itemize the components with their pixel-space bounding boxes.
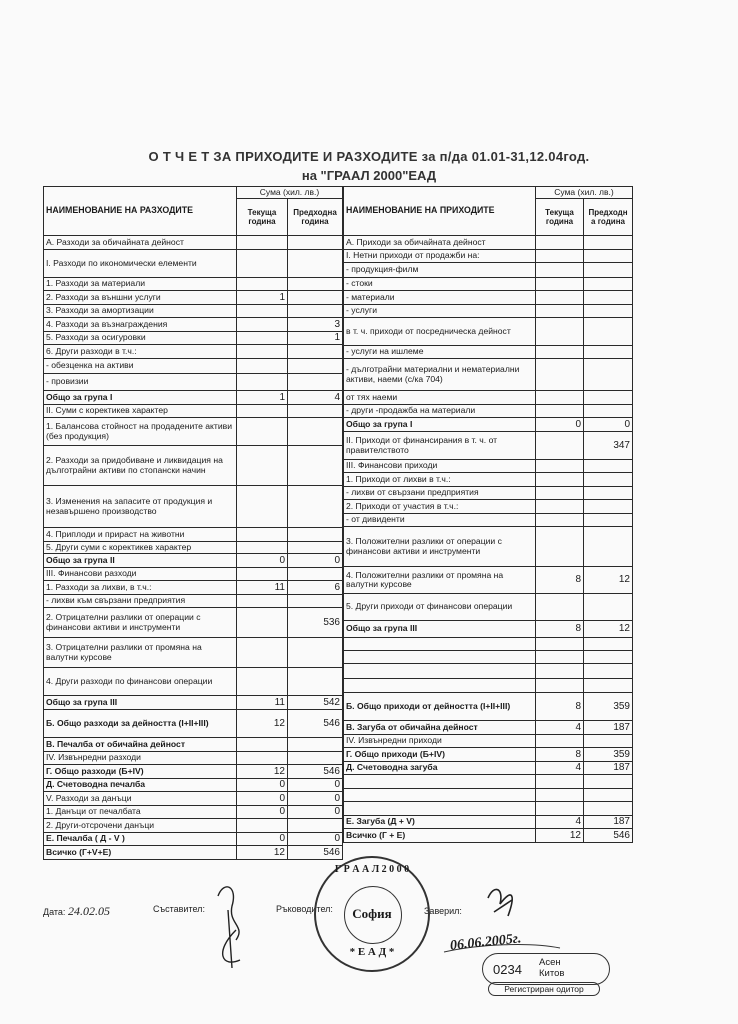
expense-label: Д. Счетоводна печалба bbox=[44, 779, 237, 792]
stamp-suffix: * Е А Д * bbox=[349, 946, 395, 958]
expense-current: 0 bbox=[237, 806, 288, 819]
expense-previous: 0 bbox=[288, 806, 343, 819]
auditor-last-name: Китов bbox=[539, 968, 565, 979]
income-label: 3. Положителни разлики от операции с финансови активи и инструменти bbox=[344, 527, 536, 567]
expense-label: 3. Изменения на запасите от продукция и незавършено производство bbox=[44, 486, 237, 528]
income-previous: 0 bbox=[584, 418, 633, 432]
expense-current: 11 bbox=[237, 696, 288, 710]
certified-label: Заверил: bbox=[424, 906, 462, 916]
expense-label: В. Печалба от обичайна дейност bbox=[44, 738, 237, 752]
auditor-stamp bbox=[482, 953, 610, 985]
income-label: - дълготрайни материални и нематериални активи, наеми (с/ка 704) bbox=[344, 359, 536, 391]
expense-label: 4. Приплоди и прираст на животни bbox=[44, 528, 237, 542]
expense-label: Е. Печалба ( Д - V ) bbox=[44, 833, 237, 846]
income-previous: 12 bbox=[584, 567, 633, 594]
expense-current: 0 bbox=[237, 554, 288, 568]
report-title: О Т Ч Е Т ЗА ПРИХОДИТЕ И РАЗХОДИТЕ за п/да 01.01-31,12.04год. bbox=[148, 149, 590, 164]
income-previous: 187 bbox=[584, 762, 633, 775]
expense-previous: 3 bbox=[288, 318, 343, 332]
income-label: Д. Счетоводна загуба bbox=[344, 762, 536, 775]
expense-previous: 0 bbox=[288, 792, 343, 806]
auditor-name bbox=[539, 957, 564, 979]
expense-label: II. Суми с коректикев характер bbox=[44, 405, 237, 418]
expense-current: 0 bbox=[237, 833, 288, 846]
compiler-signature bbox=[218, 887, 240, 968]
income-label: Всичко (Г + Е) bbox=[344, 829, 536, 843]
income-label: - услуги на ишлеме bbox=[344, 346, 536, 359]
expense-label: - лихви към свързани предприятия bbox=[44, 595, 237, 608]
expense-label: 3. Отрицателни разлики от промяна на валутни курсове bbox=[44, 638, 237, 668]
expenses-previous-year-header: Предходна година bbox=[288, 199, 343, 236]
income-label: - от дивиденти bbox=[344, 514, 536, 527]
income-label: В. Загуба от обичайна дейност bbox=[344, 721, 536, 735]
expense-previous: 4 bbox=[288, 391, 343, 405]
expense-previous: 546 bbox=[288, 765, 343, 779]
expense-current: 1 bbox=[237, 291, 288, 305]
expense-label: Всичко (Г+V+Е) bbox=[44, 846, 237, 860]
expense-label: А. Разходи за обичайната дейност bbox=[44, 236, 237, 250]
income-label: I. Нетни приходи от продажби на: bbox=[344, 250, 536, 263]
signature-date: 06.06.2005г. bbox=[449, 931, 523, 954]
expense-previous: 6 bbox=[288, 581, 343, 595]
expense-current: 0 bbox=[237, 792, 288, 806]
stamp-city: София bbox=[352, 906, 392, 921]
manager-label: Ръководител: bbox=[276, 904, 333, 914]
expenses-sum-header: Сума (хил. лв.) bbox=[237, 187, 343, 199]
income-current: 4 bbox=[536, 762, 584, 775]
income-current: 0 bbox=[536, 418, 584, 432]
income-sum-header: Сума (хил. лв.) bbox=[536, 187, 633, 199]
expense-previous: 0 bbox=[288, 554, 343, 568]
expenses-current-year-header: Текуща година bbox=[237, 199, 288, 236]
date-value: 24.02.05 bbox=[67, 904, 110, 918]
income-current: 8 bbox=[536, 748, 584, 762]
income-label: - материали bbox=[344, 291, 536, 305]
expense-label: Общо за група II bbox=[44, 554, 237, 568]
income-previous: 546 bbox=[584, 829, 633, 843]
expense-label: - обезценка на активи bbox=[44, 359, 237, 374]
expense-current: 12 bbox=[237, 846, 288, 860]
date-label: Дата: bbox=[43, 907, 66, 917]
auditor-number: 0234 bbox=[493, 962, 522, 977]
income-label: - стоки bbox=[344, 278, 536, 291]
expense-label: III. Финансови разходи bbox=[44, 568, 237, 581]
income-label: 1. Приходи от лихви в т.ч.: bbox=[344, 473, 536, 487]
expenses-name-header: НАИМЕНОВАНИЕ НА РАЗХОДИТЕ bbox=[44, 187, 237, 236]
expense-label: Общо за група I bbox=[44, 391, 237, 405]
auditor-label: Регистриран одитор bbox=[488, 982, 600, 996]
expense-label: 2. Отрицателни разлики от операции с финансови активи и инструменти bbox=[44, 608, 237, 638]
income-label: Г. Общо приходи (Б+IV) bbox=[344, 748, 536, 762]
income-label: 4. Положителни разлики от промяна на валутни курсове bbox=[344, 567, 536, 594]
expense-current: 11 bbox=[237, 581, 288, 595]
income-previous: 359 bbox=[584, 748, 633, 762]
auditor-signature bbox=[488, 889, 512, 916]
income-label: Е. Загуба (Д + V) bbox=[344, 816, 536, 829]
expense-label: I. Разходи по икономически елементи bbox=[44, 250, 237, 278]
expense-label: 3. Разходи за амортизации bbox=[44, 305, 237, 318]
expense-label: 2. Други-отсрочени данъци bbox=[44, 819, 237, 833]
income-label: Б. Общо приходи от дейността (I+II+III) bbox=[344, 693, 536, 721]
expense-current: 12 bbox=[237, 765, 288, 779]
expense-label: V. Разходи за данъци bbox=[44, 792, 237, 806]
income-label: 5. Други приходи от финансови операции bbox=[344, 594, 536, 621]
income-label: - услуги bbox=[344, 305, 536, 318]
expense-label: Общо за група III bbox=[44, 696, 237, 710]
income-current: 4 bbox=[536, 721, 584, 735]
expense-current: 12 bbox=[237, 710, 288, 738]
income-current: 8 bbox=[536, 567, 584, 594]
expense-current: 0 bbox=[237, 779, 288, 792]
expense-current: 1 bbox=[237, 391, 288, 405]
expense-label: Г. Общо разходи (Б+IV) bbox=[44, 765, 237, 779]
company-name: на "ГРААЛ 2000"ЕАД bbox=[301, 168, 437, 183]
income-label: III. Финансови приходи bbox=[344, 460, 536, 473]
expense-label: Б. Общо разходи за дейността (I+II+III) bbox=[44, 710, 237, 738]
income-current: 4 bbox=[536, 816, 584, 829]
income-label: Общо за група III bbox=[344, 621, 536, 638]
expense-label: 4. Разходи за възнаграждения bbox=[44, 318, 237, 332]
expense-label: - провизии bbox=[44, 374, 237, 391]
expense-previous: 0 bbox=[288, 833, 343, 846]
compiler-label: Съставител: bbox=[153, 904, 205, 914]
income-label: 2. Приходи от участия в т.ч.: bbox=[344, 500, 536, 514]
income-current: 8 bbox=[536, 693, 584, 721]
income-previous: 347 bbox=[584, 432, 633, 460]
income-previous: 359 bbox=[584, 693, 633, 721]
expense-previous: 546 bbox=[288, 710, 343, 738]
expense-label: 1. Данъци от печалбата bbox=[44, 806, 237, 819]
expense-label: 5. Други суми с коректикев характер bbox=[44, 542, 237, 554]
income-label: от тях наеми bbox=[344, 391, 536, 405]
income-label: Общо за група I bbox=[344, 418, 536, 432]
income-previous: 187 bbox=[584, 816, 633, 829]
expense-label: 1. Разходи за лихви, в т.ч.: bbox=[44, 581, 237, 595]
income-label: - други -продажба на материали bbox=[344, 405, 536, 418]
expense-label: 4. Други разходи по финансови операции bbox=[44, 668, 237, 696]
income-current-year-header: Текуща година bbox=[536, 199, 584, 236]
expense-label: 2. Разходи за придобиване и ликвидация на дълготрайни активи по стопански начин bbox=[44, 446, 237, 486]
expense-label: IV. Извънредни разходи bbox=[44, 752, 237, 765]
stamp-ring-text: Г Р А А Л 2 0 0 0 bbox=[334, 864, 410, 875]
income-current: 8 bbox=[536, 621, 584, 638]
expense-previous: 536 bbox=[288, 608, 343, 638]
expense-label: 6. Други разходи в т.ч.: bbox=[44, 345, 237, 359]
expense-previous: 0 bbox=[288, 779, 343, 792]
expense-label: 5. Разходи за осигуровки bbox=[44, 332, 237, 345]
expense-label: 1. Разходи за материали bbox=[44, 278, 237, 291]
income-previous: 12 bbox=[584, 621, 633, 638]
income-previous-year-header: Предходн а година bbox=[584, 199, 633, 236]
expense-previous: 542 bbox=[288, 696, 343, 710]
company-stamp bbox=[314, 856, 430, 972]
income-label: II. Приходи от финансирания в т. ч. от правителството bbox=[344, 432, 536, 460]
auditor-first-name: Асен bbox=[539, 957, 561, 968]
income-label: в т. ч. приходи от посредническа дейност bbox=[344, 318, 536, 346]
income-label: - продукция-филм bbox=[344, 263, 536, 278]
expense-previous: 1 bbox=[288, 332, 343, 345]
expense-previous: 546 bbox=[288, 846, 343, 860]
income-name-header: НАИМЕНОВАНИЕ НА ПРИХОДИТЕ bbox=[344, 187, 536, 236]
expense-label: 2. Разходи за външни услуги bbox=[44, 291, 237, 305]
income-previous: 187 bbox=[584, 721, 633, 735]
income-current: 12 bbox=[536, 829, 584, 843]
expense-label: 1. Балансова стойност на продадените активи (без продукция) bbox=[44, 418, 237, 446]
income-label: IV. Извънредни приходи bbox=[344, 735, 536, 748]
income-label: А. Приходи за обичайната дейност bbox=[344, 236, 536, 250]
income-label: - лихви от свързани предприятия bbox=[344, 487, 536, 500]
